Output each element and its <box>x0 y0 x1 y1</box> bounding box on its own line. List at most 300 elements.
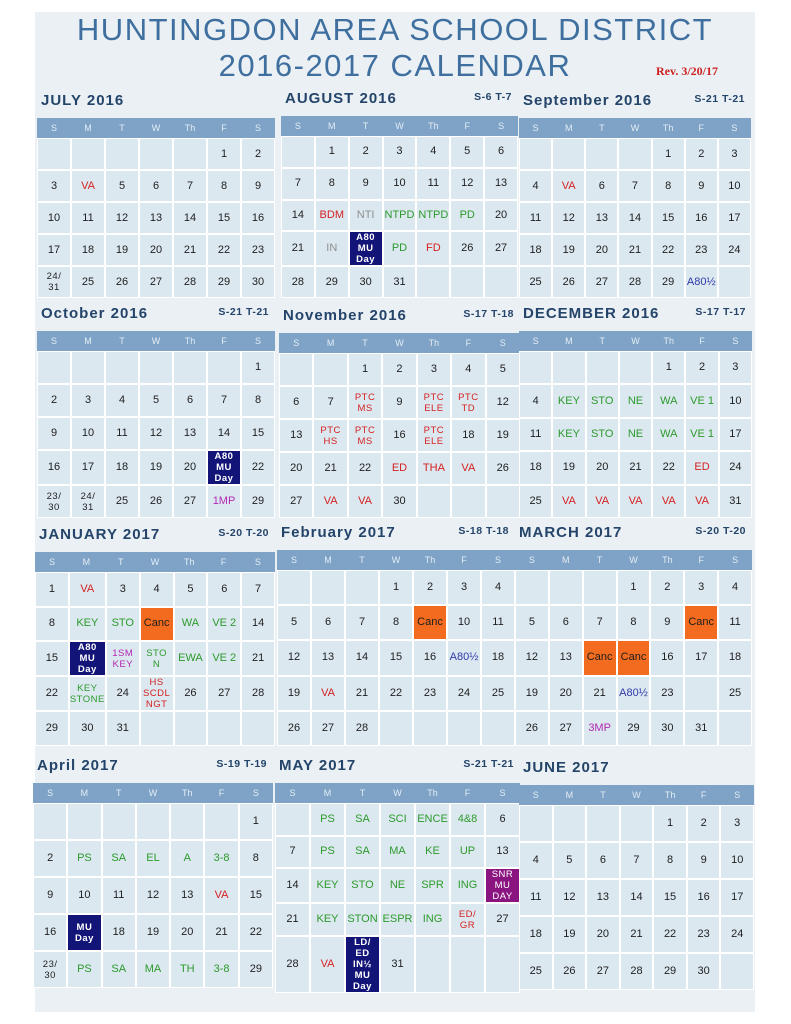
day-cell <box>345 676 379 711</box>
cell-label: 20 <box>596 928 610 940</box>
cell-label: 20 <box>494 208 508 221</box>
cell-label: 28 <box>628 275 642 288</box>
cell-label: 4 <box>532 854 539 866</box>
event-cell <box>315 231 349 266</box>
weekday-thu: Th <box>184 336 196 346</box>
cell-label: 24 <box>457 686 471 699</box>
day-cell <box>275 836 310 869</box>
day-cell <box>281 200 315 232</box>
day-cell <box>485 803 520 836</box>
day-cell <box>207 572 241 607</box>
cell-label: 19 <box>525 686 539 699</box>
day-cell <box>515 605 549 640</box>
event-cell <box>348 386 382 419</box>
cell-label: VA <box>595 494 610 507</box>
cell-label: MA <box>389 845 406 858</box>
cell-label: PS <box>77 963 92 975</box>
event-cell <box>586 485 619 518</box>
cell-label: 26 <box>496 462 509 474</box>
weekday-tue: T <box>359 788 366 798</box>
cell-label: 5 <box>118 179 126 192</box>
weekday-sat: S <box>734 790 741 800</box>
day-cell <box>139 202 173 234</box>
weekday-wed: W <box>151 336 161 346</box>
day-cell <box>481 570 515 605</box>
cell-label: 22 <box>251 461 265 473</box>
cell-label: 18 <box>115 461 129 473</box>
cell-label: A80 MU Day <box>356 232 376 266</box>
cell-label: 11 <box>729 616 741 629</box>
day-cell <box>447 570 481 605</box>
empty-cell <box>279 353 313 386</box>
empty-cell <box>583 570 617 605</box>
empty-cell <box>549 570 583 605</box>
event-cell <box>310 836 345 869</box>
day-cell <box>549 605 583 640</box>
day-cell <box>719 451 752 484</box>
day-cell <box>382 386 416 419</box>
cell-label: 4 <box>494 581 502 594</box>
event-cell <box>102 951 136 988</box>
cell-label: VE 1 <box>690 394 714 407</box>
empty-cell <box>170 803 204 840</box>
day-cell <box>281 168 315 200</box>
day-cell <box>481 676 515 711</box>
event-cell <box>313 419 347 452</box>
weekday-sat: S <box>498 121 505 131</box>
day-cell <box>617 711 651 746</box>
event-cell <box>416 200 450 232</box>
day-cell <box>69 711 106 746</box>
day-cell <box>417 353 451 386</box>
weekday-tue: T <box>599 336 605 346</box>
day-cell <box>718 138 751 170</box>
day-cell <box>33 914 67 951</box>
empty-cell <box>415 936 450 993</box>
cell-label: 20 <box>559 686 572 699</box>
day-cell <box>348 452 382 485</box>
cell-label: 14 <box>251 617 265 630</box>
day-cell <box>37 384 71 417</box>
day-cell <box>719 384 752 417</box>
cell-label: 7 <box>255 582 262 595</box>
cell-label: 23/ 30 <box>46 490 62 513</box>
cell-label: MA <box>144 963 162 975</box>
weekday-wed: W <box>393 788 402 798</box>
cell-label: 18 <box>81 243 95 256</box>
day-cell <box>207 138 241 170</box>
cell-label: 5 <box>464 145 471 158</box>
cell-label: 27 <box>290 495 303 507</box>
cell-label: 16 <box>423 651 437 664</box>
day-cell <box>105 417 139 450</box>
empty-cell <box>136 803 170 840</box>
cell-label: TH <box>179 963 195 975</box>
day-cell <box>71 234 105 266</box>
event-cell <box>415 903 450 936</box>
day-cell <box>279 485 313 518</box>
day-cell <box>484 231 518 266</box>
weekday-tue: T <box>115 788 122 798</box>
event-cell <box>413 605 447 640</box>
cell-label: SA <box>355 845 370 858</box>
month-7 <box>277 522 515 746</box>
cell-label: 5 <box>528 616 535 629</box>
weekday-mon: M <box>324 555 332 565</box>
empty-cell <box>105 138 139 170</box>
weekday-fri: F <box>700 790 707 800</box>
day-cell <box>105 234 139 266</box>
event-cell <box>586 384 619 417</box>
day-cell <box>486 419 520 452</box>
event-cell <box>207 485 241 518</box>
cell-label: 3 <box>732 361 739 374</box>
cell-label: 21 <box>183 243 197 256</box>
day-cell <box>173 384 207 417</box>
day-cell <box>139 266 173 298</box>
cell-label: 21 <box>215 926 228 938</box>
empty-cell <box>620 805 654 842</box>
event-cell <box>140 641 174 676</box>
cell-label: 11 <box>82 211 94 224</box>
day-cell <box>684 640 718 675</box>
weekday-tue: T <box>359 555 365 565</box>
day-cell <box>552 451 585 484</box>
event-cell <box>136 951 170 988</box>
event-cell <box>415 803 450 836</box>
month-stats: S-21 T-21 <box>463 758 514 770</box>
cell-label: 1 <box>665 361 672 374</box>
cell-label: 20 <box>596 461 609 474</box>
cell-label: 17 <box>47 243 61 256</box>
cell-label: 15 <box>662 211 675 224</box>
empty-cell <box>204 803 238 840</box>
weekday-sat: S <box>252 788 259 798</box>
event-cell <box>619 384 652 417</box>
day-cell <box>241 234 275 266</box>
cell-label: VA <box>80 582 95 595</box>
day-cell <box>105 485 139 518</box>
day-cell <box>345 605 379 640</box>
day-cell <box>585 266 618 298</box>
cell-label: PTC MS <box>354 424 376 447</box>
cell-label: 7 <box>633 854 640 866</box>
cell-label: 28 <box>183 275 197 288</box>
cell-label: 24 <box>116 687 129 700</box>
day-cell <box>71 266 105 298</box>
day-cell <box>241 170 275 202</box>
empty-cell <box>451 485 485 518</box>
day-grid <box>279 353 520 518</box>
cell-label: 27 <box>149 275 163 288</box>
day-cell <box>416 168 450 200</box>
empty-cell <box>519 138 552 170</box>
cell-label: 7 <box>596 616 603 629</box>
cell-label: 19 <box>149 461 163 473</box>
event-cell <box>170 840 204 877</box>
cell-label: 6 <box>324 616 332 629</box>
cell-label: KEY <box>557 394 580 407</box>
cell-label: 27 <box>218 687 231 700</box>
cell-label: 2 <box>698 147 705 160</box>
weekday-thu: Th <box>662 555 673 565</box>
event-cell <box>348 419 382 452</box>
day-cell <box>239 951 273 988</box>
weekday-sat: S <box>494 555 501 565</box>
cell-label: PTC HS <box>320 424 341 447</box>
day-cell <box>275 868 310 903</box>
cell-label: 4 <box>732 581 739 594</box>
day-cell <box>241 266 275 298</box>
cell-label: 13 <box>149 211 163 224</box>
month-name: DECEMBER 2016 <box>523 305 660 322</box>
weekday-wed: W <box>151 123 161 133</box>
empty-cell <box>67 803 101 840</box>
cell-label: KE <box>425 845 440 858</box>
cell-label: 1 <box>254 361 262 373</box>
day-grid <box>33 803 273 988</box>
day-cell <box>620 953 654 990</box>
cell-label: 23/ 30 <box>42 958 58 981</box>
cell-label: 13 <box>321 651 335 664</box>
day-cell <box>139 384 173 417</box>
day-cell <box>71 417 105 450</box>
day-cell <box>37 485 71 518</box>
day-cell <box>35 711 69 746</box>
cell-label: 3 <box>734 817 741 829</box>
day-cell <box>349 168 383 200</box>
cell-label: 3 <box>84 394 92 406</box>
event-cell <box>67 951 101 988</box>
cell-label: ING <box>457 879 478 892</box>
day-cell <box>653 879 687 916</box>
day-cell <box>519 842 553 879</box>
cell-label: 3 <box>119 582 126 595</box>
day-cell <box>279 452 313 485</box>
day-cell <box>311 711 345 746</box>
cell-label: 2 <box>699 361 706 374</box>
cell-label: 25 <box>529 275 542 288</box>
day-cell <box>37 417 71 450</box>
empty-cell <box>515 570 549 605</box>
day-cell <box>136 877 170 914</box>
day-cell <box>416 136 450 168</box>
cell-label: 19 <box>562 461 576 474</box>
day-cell <box>586 916 620 953</box>
day-cell <box>315 266 349 298</box>
cell-label: 5 <box>290 616 298 629</box>
month-name: JUNE 2017 <box>523 759 610 776</box>
cell-label: 26 <box>461 242 474 255</box>
cell-label: 15 <box>389 651 403 664</box>
weekday-fri: F <box>699 336 705 346</box>
cell-label: VA <box>320 958 335 970</box>
cell-label: 12 <box>287 651 301 664</box>
district-title: HUNTINGDON AREA SCHOOL DISTRICT <box>76 12 714 47</box>
day-grid <box>519 805 754 990</box>
weekday-sun: S <box>294 121 301 131</box>
empty-cell <box>277 570 311 605</box>
event-cell <box>349 231 383 266</box>
cell-label: 4 <box>465 363 472 375</box>
day-cell <box>585 202 618 234</box>
day-cell <box>174 572 208 607</box>
day-cell <box>37 450 71 485</box>
cell-label: 27 <box>559 721 572 734</box>
cell-label: 20 <box>290 462 303 474</box>
cell-label: 26 <box>563 965 576 977</box>
cell-label: 10 <box>729 394 742 407</box>
cell-label: KEY STONE <box>69 682 105 705</box>
weekday-wed: W <box>630 123 640 133</box>
cell-label: 1 <box>362 363 369 375</box>
month-0 <box>37 90 275 298</box>
cell-label: 14 <box>355 651 369 664</box>
cell-label: BDM <box>319 208 344 221</box>
event-cell <box>685 384 718 417</box>
cell-label: 1 <box>667 817 674 829</box>
cell-label: VA <box>461 462 476 474</box>
cell-label: 30 <box>251 275 265 288</box>
cell-label: 3-8 <box>213 852 230 864</box>
cell-label: 23 <box>697 928 710 940</box>
month-name: MARCH 2017 <box>519 524 623 541</box>
cell-label: 4&8 <box>457 812 478 825</box>
cell-label: 29 <box>251 495 265 507</box>
day-cell <box>37 202 71 234</box>
day-cell <box>618 170 651 202</box>
cell-label: 8 <box>667 854 674 866</box>
cell-label: 11 <box>529 211 542 224</box>
event-cell <box>652 384 685 417</box>
day-cell <box>379 640 413 675</box>
cell-label: VA <box>661 494 676 507</box>
cell-label: 6 <box>293 396 300 408</box>
cell-label: 3 <box>698 581 705 594</box>
day-cell <box>241 202 275 234</box>
day-cell <box>105 170 139 202</box>
day-cell <box>685 234 718 266</box>
cell-label: KEY <box>76 617 99 630</box>
weekday-mon: M <box>326 338 335 348</box>
cell-label: A80½ <box>619 686 648 699</box>
weekday-sat: S <box>254 557 261 567</box>
cell-label: 6 <box>498 145 505 158</box>
cell-label: SPR <box>421 879 444 892</box>
cell-label: 12 <box>461 177 474 190</box>
day-cell <box>718 640 752 675</box>
day-grid <box>37 138 275 298</box>
empty-cell <box>139 351 173 384</box>
cell-label: 2 <box>362 145 369 158</box>
cell-label: STO N <box>146 647 168 670</box>
day-cell <box>106 711 140 746</box>
event-cell <box>106 641 140 676</box>
day-cell <box>519 485 552 518</box>
day-cell <box>140 572 174 607</box>
day-cell <box>653 953 687 990</box>
day-cell <box>241 485 275 518</box>
cell-label: 1 <box>220 147 228 160</box>
cell-label: 2 <box>396 363 403 375</box>
month-stats: S-17 T-17 <box>695 306 746 318</box>
day-cell <box>33 877 67 914</box>
day-cell <box>553 879 587 916</box>
cell-label: 24 <box>729 461 742 474</box>
weekday-sun: S <box>528 555 535 565</box>
day-cell <box>349 266 383 298</box>
empty-cell <box>586 805 620 842</box>
day-cell <box>519 234 552 266</box>
day-cell <box>413 570 447 605</box>
day-cell <box>549 711 583 746</box>
cell-label: 22 <box>389 686 403 699</box>
month-9 <box>33 755 273 988</box>
cell-label: 6 <box>598 179 605 192</box>
calendar-title: 2016-2017 CALENDAR <box>218 48 572 83</box>
empty-cell <box>139 138 173 170</box>
day-cell <box>685 202 718 234</box>
month-name: MAY 2017 <box>279 757 357 774</box>
cell-label: 9 <box>50 427 58 439</box>
cell-label: 11 <box>116 427 128 439</box>
day-cell <box>207 234 241 266</box>
cell-label: NE <box>627 427 644 440</box>
cell-label: 2 <box>700 817 707 829</box>
weekday-mon: M <box>565 336 573 346</box>
day-cell <box>719 351 752 384</box>
day-cell <box>281 231 315 266</box>
cell-label: 26 <box>287 721 301 734</box>
empty-cell <box>173 351 207 384</box>
event-cell <box>345 936 380 993</box>
cell-label: 1 <box>665 147 672 160</box>
empty-cell <box>207 351 241 384</box>
event-cell <box>415 868 450 903</box>
event-cell <box>67 914 101 951</box>
cell-label: 19 <box>115 243 129 256</box>
cell-label: 3MP <box>588 721 611 734</box>
cell-label: 19 <box>287 686 301 699</box>
day-cell <box>413 640 447 675</box>
day-cell <box>33 840 67 877</box>
day-cell <box>485 836 520 869</box>
weekday-header <box>275 783 520 803</box>
event-cell <box>415 836 450 869</box>
day-cell <box>552 234 585 266</box>
day-cell <box>105 266 139 298</box>
day-cell <box>241 572 275 607</box>
cell-label: 21 <box>251 652 265 665</box>
cell-label: 25 <box>529 965 542 977</box>
event-cell <box>310 868 345 903</box>
event-cell <box>136 840 170 877</box>
day-cell <box>106 676 140 711</box>
cell-label: 17 <box>728 211 741 224</box>
day-cell <box>139 417 173 450</box>
event-cell <box>450 903 485 936</box>
day-cell <box>37 266 71 298</box>
day-cell <box>552 266 585 298</box>
cell-label: 31 <box>695 721 708 734</box>
cell-label: ESPR <box>382 913 413 926</box>
cell-label: 22 <box>358 462 372 474</box>
weekday-wed: W <box>148 788 158 798</box>
cell-label: VE 1 <box>690 427 714 440</box>
day-cell <box>174 676 208 711</box>
event-cell <box>380 903 415 936</box>
empty-cell <box>684 676 718 711</box>
